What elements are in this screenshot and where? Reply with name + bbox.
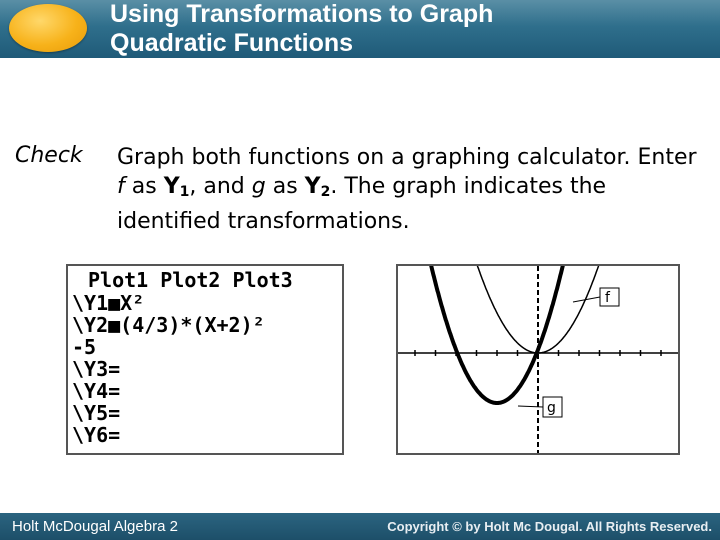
y3-line: \Y3= — [72, 357, 121, 381]
logo-ellipse — [9, 4, 87, 52]
f-symbol: f — [117, 174, 125, 199]
page-title — [110, 0, 493, 58]
calculator-graph-screen — [396, 264, 680, 455]
plot-header: Plot1 Plot2 Plot3 — [88, 268, 293, 292]
curve-g — [429, 266, 565, 403]
y2-line: \Y2■(4/3)*(X+2)² — [72, 313, 265, 337]
check-instructions: Graph both functions on a graphing calculator. Enter f as $Y_1$, and g as $Y_2$. The graph indicates the identified transformations. — [117, 145, 697, 234]
footer-book-title: Holt McDougal Algebra 2 — [12, 518, 178, 535]
y2-symbol: Y — [304, 174, 321, 199]
y5-line: \Y5= — [72, 401, 121, 425]
y1-symbol: Y — [163, 174, 180, 199]
footer-band — [0, 513, 720, 540]
g-symbol: g — [251, 174, 266, 199]
header-band — [0, 0, 720, 58]
title-line-1: Using Transformations to Graph — [110, 0, 494, 28]
y1-line: \Y1■X² — [72, 291, 145, 315]
y2-continuation: -5 — [72, 335, 97, 359]
calculator-y-editor-screen — [66, 264, 344, 455]
label-f: f — [605, 290, 610, 306]
footer-copyright: Copyright © by Holt Mc Dougal. All Rights Reserved. — [387, 519, 712, 534]
check-label: Check — [15, 143, 83, 168]
y6-line: \Y6= — [72, 423, 121, 447]
label-g-pointer — [518, 406, 543, 407]
label-g: g — [547, 400, 556, 416]
y4-line: \Y4= — [72, 379, 121, 403]
title-line-2: Quadratic Functions — [110, 29, 354, 57]
